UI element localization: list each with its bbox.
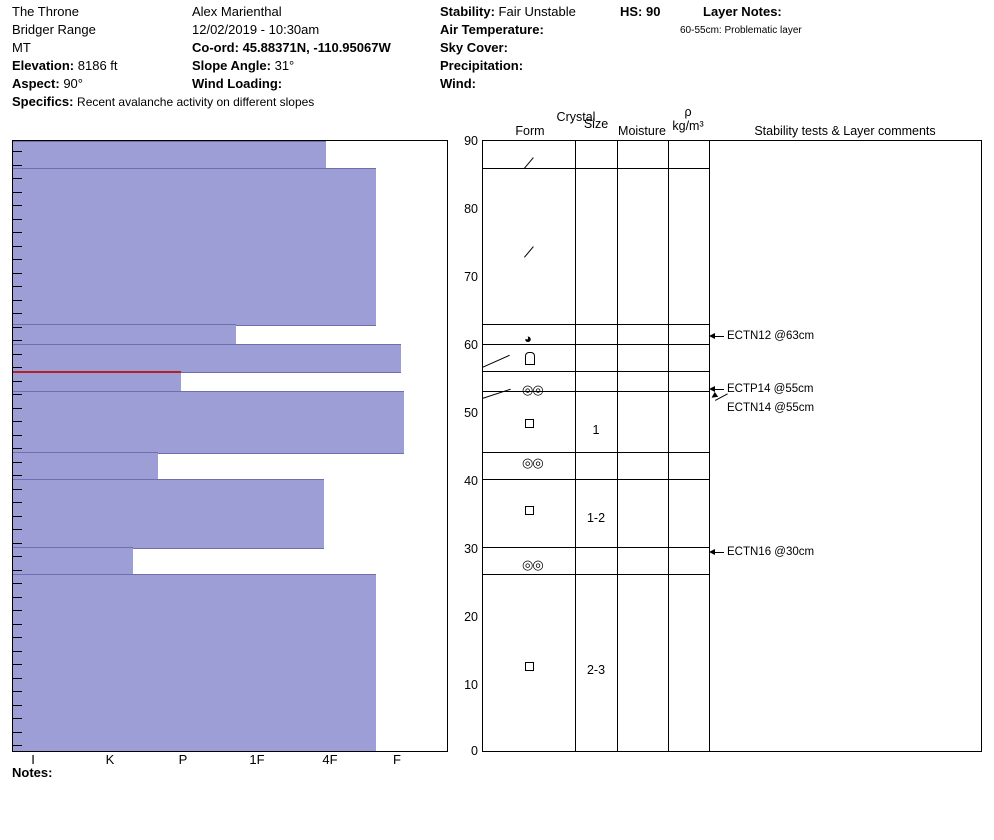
hardness-label-4f: 4F: [322, 752, 338, 767]
hardness-label-f: F: [393, 752, 401, 767]
grain-symbol-depth-hoar-3: ◎◎: [522, 557, 543, 572]
form-column-title: Form: [515, 124, 545, 138]
hardness-label-k: K: [105, 752, 115, 767]
ectn12-label: ECTN12 @63cm: [727, 330, 815, 342]
aspect-value: 90°: [63, 76, 83, 91]
header-column-conditions: [440, 3, 610, 93]
grain-symbol-surface-hoar-cup: [525, 356, 535, 365]
hardness-label-i: I: [31, 752, 35, 767]
depth-tick-60: 60: [464, 338, 478, 352]
hardness-bar-layer-1: [13, 141, 326, 170]
grain-size-layer-10: 2-3: [586, 663, 606, 677]
grain-symbol-faceted-1: [525, 419, 534, 428]
grain-symbol-faceted-3: [525, 662, 534, 671]
layer-separator-40: [483, 479, 709, 480]
depth-tick-90: 90: [464, 134, 478, 148]
precipitation-label: Precipitation:: [440, 58, 524, 73]
layer-separator-30: [483, 547, 709, 548]
depth-tick-80: 80: [464, 202, 478, 216]
grain-symbol-rounded-mixed: ◕: [524, 331, 532, 346]
depth-tick-10: 10: [464, 678, 478, 692]
aspect-label: Aspect:: [12, 76, 60, 91]
grain-symbol-decomposing-fragments-2: [524, 257, 536, 269]
layer-separator-60: [483, 344, 709, 345]
grain-size-layer-8: 1-2: [586, 511, 606, 525]
grain-symbol-depth-hoar-2: ◎◎: [522, 455, 543, 470]
specifics-label: Specifics:: [12, 94, 74, 109]
air-temperature-label: Air Temperature:: [440, 22, 544, 37]
stability-column-title: Stability tests & Layer comments: [754, 124, 936, 138]
pit-header: [0, 0, 994, 118]
depth-axis: [448, 134, 482, 758]
range-name: Bridger Range: [12, 22, 96, 37]
hardness-axis: [12, 752, 448, 772]
sky-cover-row: [440, 39, 610, 57]
coordinates-row: [192, 39, 437, 57]
density-symbol: ρ: [684, 105, 692, 119]
grain-symbol-decomposing-fragments-1: [524, 168, 536, 180]
hardness-bar-layer-4: [13, 344, 401, 373]
density-column-title: [667, 105, 709, 133]
state-name: MT: [12, 40, 31, 55]
grain-size-layer-6: 1: [592, 423, 600, 437]
hardness-profile-plot: [12, 140, 448, 752]
header-column-location: [12, 3, 187, 93]
specifics-value: Recent avalanche activity on different slopes: [77, 95, 315, 109]
layer-notes-label: Layer Notes:: [703, 4, 782, 19]
grid-divider-size-moisture: [617, 141, 618, 751]
hs-label: HS:: [620, 4, 643, 19]
header-column-layer-notes: [703, 3, 983, 21]
layer-separator-26: [483, 574, 709, 575]
header-column-observation: [192, 3, 437, 93]
coordinates-value: 45.88371N, -110.95067W: [242, 40, 391, 55]
hardness-bar-layer-10: [13, 574, 376, 752]
grain-symbol-faceted-2: [525, 506, 534, 515]
moisture-column-title: Moisture: [618, 124, 666, 138]
slope-angle-row: [192, 57, 437, 75]
layer-separator-56: [483, 371, 709, 372]
depth-tick-30: 30: [464, 542, 478, 556]
depth-tick-0: 0: [471, 744, 478, 758]
layer-data-grid: [482, 140, 982, 752]
slope-angle-value: 31°: [274, 58, 295, 73]
hardness-bar-layer-8: [13, 479, 324, 549]
ectp14-arrow-line: [714, 389, 724, 390]
wind-loading-row: [192, 75, 437, 93]
layer-separator-53: [483, 391, 709, 392]
depth-tick-70: 70: [464, 270, 478, 284]
stability-row: [440, 3, 610, 21]
elevation-row: [12, 57, 187, 75]
layer-note-text: 60-55cm: Problematic layer: [680, 25, 802, 36]
hardness-label-p: P: [178, 752, 188, 767]
stability-label: Stability:: [440, 4, 495, 19]
size-column-title: Size: [583, 117, 609, 131]
elevation-value: 8186 ft: [77, 58, 118, 73]
depth-tick-20: 20: [464, 610, 478, 624]
elevation-label: Elevation:: [12, 58, 75, 73]
air-temperature-row: [440, 21, 610, 39]
ectn16-arrow-line: [714, 552, 724, 553]
hardness-bar-layer-9: [13, 547, 133, 576]
stability-value: Fair Unstable: [498, 4, 576, 19]
hardness-label-1f: 1F: [249, 752, 265, 767]
wind-loading-label: Wind Loading:: [192, 76, 283, 91]
grid-divider-form-size: [575, 141, 576, 751]
observer-name: Alex Marienthal: [192, 4, 282, 19]
site-name: The Throne: [12, 4, 79, 19]
slope-angle-label: Slope Angle:: [192, 58, 271, 73]
coordinates-label: Co-ord:: [192, 40, 239, 55]
observation-datetime: 12/02/2019 - 10:30am: [192, 22, 320, 37]
sky-cover-label: Sky Cover:: [440, 40, 508, 55]
precipitation-row: [440, 57, 610, 75]
wind-row: [440, 75, 610, 93]
grid-divider-moisture-density: [668, 141, 669, 751]
notes-label: Notes:: [12, 765, 53, 780]
hs-value: 90: [646, 4, 661, 19]
hs-row: [620, 3, 700, 21]
depth-tick-50: 50: [464, 406, 478, 420]
specifics-row: [12, 94, 314, 109]
hardness-bar-layer-3: [13, 324, 236, 346]
header-column-hs: [620, 3, 700, 21]
layer-separator-44: [483, 452, 709, 453]
wind-label: Wind:: [440, 76, 476, 91]
ectp14-label: ECTP14 @55cm: [727, 383, 814, 395]
density-units: kg/m³: [672, 119, 704, 133]
layer-separator-86: [483, 168, 709, 169]
hardness-bar-layer-6: [13, 391, 404, 454]
ectn12-arrow-line: [714, 336, 724, 337]
layer-separator-63: [483, 324, 709, 325]
aspect-row: [12, 75, 187, 93]
hardness-bar-layer-7: [13, 452, 158, 481]
ectn14-label: ECTN14 @55cm: [727, 402, 815, 414]
ectn16-label: ECTN16 @30cm: [727, 546, 815, 558]
crystal-column-title: Crystal: [556, 110, 596, 124]
grid-divider-density-stability: [709, 141, 710, 751]
grain-symbol-depth-hoar-1: ◎◎: [522, 382, 543, 397]
hardness-bar-layer-2: [13, 168, 376, 326]
depth-tick-40: 40: [464, 474, 478, 488]
